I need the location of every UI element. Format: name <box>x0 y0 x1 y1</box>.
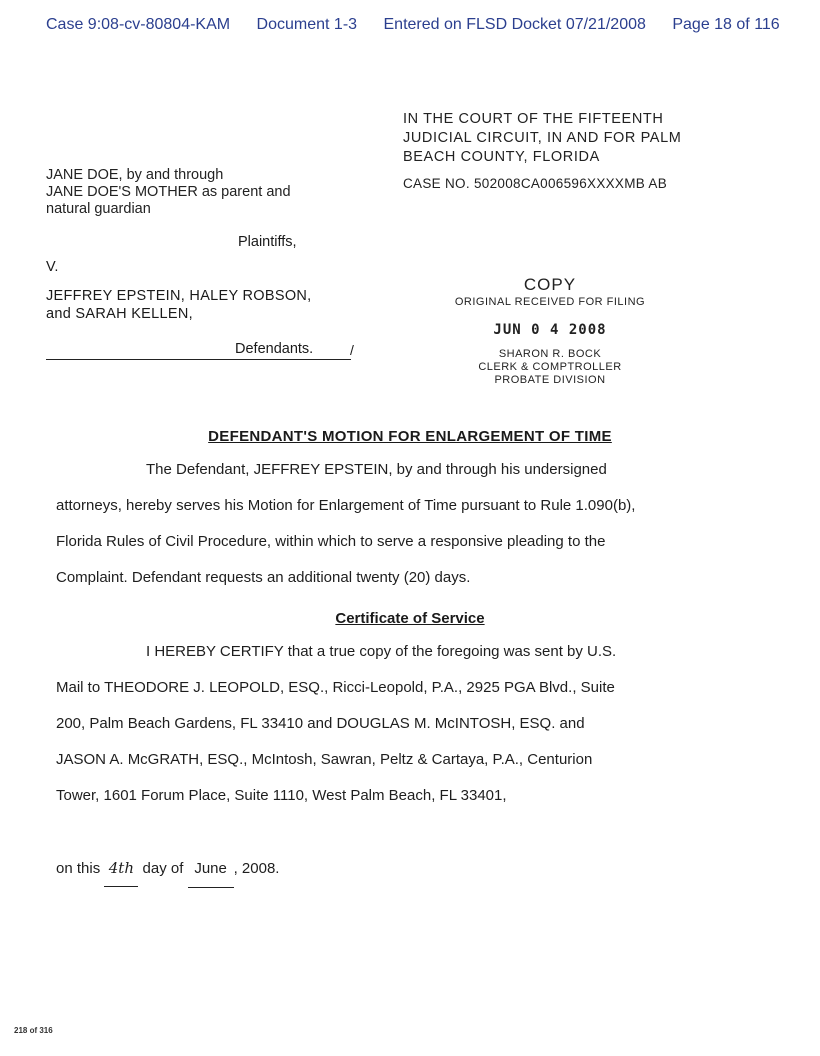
year-text: , 2008. <box>233 860 280 877</box>
stamp-date: JUN 0 4 2008 <box>493 322 607 338</box>
plaintiff-block <box>46 167 291 218</box>
stamp-clerk-name: SHARON R. BOCK <box>498 348 602 360</box>
day-fill-in: 4th <box>104 850 138 887</box>
plaintiff-line-1: JANE DOE, by and through <box>46 167 224 183</box>
header-case-number: Case 9:08-cv-80804-KAM <box>46 16 231 33</box>
plaintiffs-label: Plaintiffs, <box>238 234 297 250</box>
day-of-label: day of <box>142 860 184 877</box>
docket-header <box>46 16 802 34</box>
header-page: Page 18 of 116 <box>672 16 780 33</box>
stamp-original-received: ORIGINAL RECEIVED FOR FILING <box>454 296 646 308</box>
certificate-body: I HEREBY CERTIFY that a true copy of the foregoing was sent by U.S. Mail to THEODORE J. LEOPOLD, ESQ., Ricci-Leopold, P.A., 2925 PGA Blvd., Suite 200, Palm Beach Gardens, FL 33410 and DOUGLAS M. McINTOSH, ESQ. and JASON A. McGRATH, ESQ., McIntosh, Sawran, Peltz & Cartaya, P.A., Centurion Tower, 1601 Forum Place, Suite 1110, West Palm Beach, FL 33401, <box>56 643 617 804</box>
versus-label: V. <box>46 259 59 275</box>
header-entered: Entered on FLSD Docket 07/21/2008 <box>383 16 646 33</box>
plaintiff-line-2: JANE DOE'S MOTHER as parent and <box>46 184 291 200</box>
certificate-date-line <box>56 850 636 888</box>
stamp-division: PROBATE DIVISION <box>494 374 606 386</box>
court-line-2: JUDICIAL CIRCUIT, IN AND FOR PALM <box>403 130 682 146</box>
on-this-label: on this <box>56 860 101 877</box>
stamp-clerk-title: CLERK & COMPTROLLER <box>478 361 622 373</box>
caption-slash: / <box>350 342 354 358</box>
stamp-copy: COPY <box>523 275 577 294</box>
defendants-line-1: JEFFREY EPSTEIN, HALEY ROBSON, <box>46 288 312 304</box>
certificate-title: Certificate of Service <box>335 610 485 627</box>
defendants-line-2: and SARAH KELLEN, <box>46 306 193 322</box>
motion-body: The Defendant, JEFFREY EPSTEIN, by and through his undersigned attorneys, hereby serves his Motion for Enlargement of Time pursuant to Rule 1.090(b), Florida Rules of Civil Procedure, within which to serve a responsive pleading to the Complaint. Defendant requests an additional twenty (20) days. <box>56 461 636 586</box>
page-count-footer: 218 of 316 <box>14 1026 53 1035</box>
defendants-label: Defendants. <box>235 341 314 357</box>
case-number: CASE NO. 502008CA006596XXXXMB AB <box>403 176 667 191</box>
plaintiff-line-3: natural guardian <box>46 201 151 217</box>
motion-title: DEFENDANT'S MOTION FOR ENLARGEMENT OF TIME <box>208 428 612 445</box>
court-line-3: BEACH COUNTY, FLORIDA <box>403 149 600 165</box>
header-document: Document 1-3 <box>256 16 358 33</box>
filing-stamp <box>440 275 660 387</box>
month-fill-in: June <box>188 851 234 888</box>
court-line-1: IN THE COURT OF THE FIFTEENTH <box>403 111 664 127</box>
court-caption <box>403 110 681 167</box>
caption-divider-line <box>46 359 351 360</box>
defendants-block <box>46 287 312 323</box>
